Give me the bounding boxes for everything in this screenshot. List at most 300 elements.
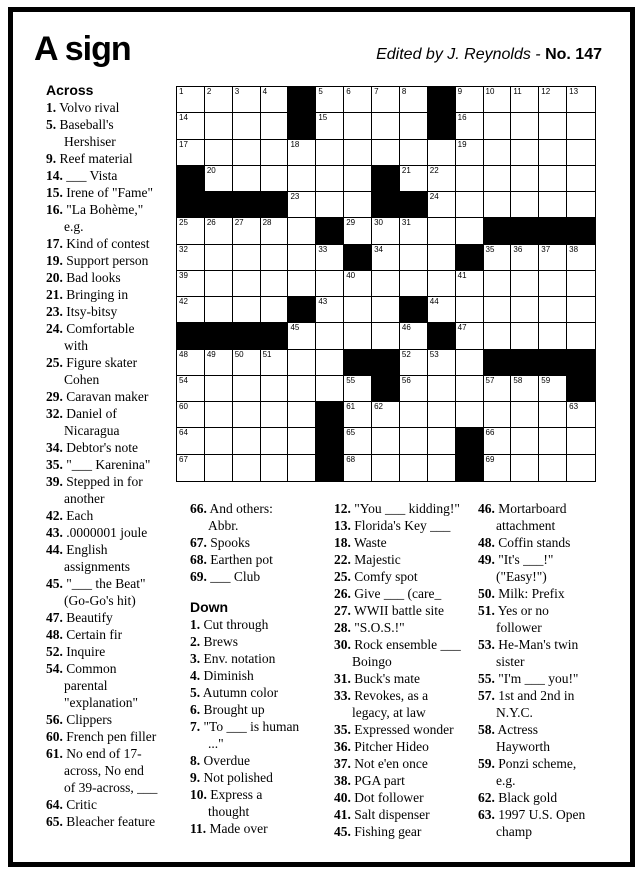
clue-line[interactable] — [46, 558, 178, 575]
grid-cell[interactable] — [567, 166, 595, 192]
grid-cell[interactable] — [288, 376, 316, 402]
clue-line[interactable] — [190, 568, 330, 585]
clue-line[interactable] — [190, 517, 330, 534]
grid-cell[interactable] — [177, 376, 205, 402]
clue-line[interactable] — [46, 524, 178, 541]
clue-line[interactable] — [46, 422, 178, 439]
grid-cell[interactable] — [400, 87, 428, 113]
grid-cell[interactable] — [344, 218, 372, 244]
clue-text: Fishing gear — [354, 824, 422, 839]
grid-cell[interactable] — [456, 323, 484, 349]
grid-cell[interactable] — [456, 350, 484, 376]
clue-line[interactable] — [46, 456, 178, 473]
grid-cell[interactable] — [233, 402, 261, 428]
grid-cell[interactable] — [372, 297, 400, 323]
grid-cell[interactable] — [344, 166, 372, 192]
clue-line[interactable] — [190, 701, 330, 718]
grid-cell[interactable] — [288, 455, 316, 481]
clue-line[interactable] — [334, 755, 480, 772]
clue-line[interactable] — [478, 687, 613, 704]
grid-cell[interactable] — [177, 113, 205, 139]
clue-line[interactable] — [334, 653, 480, 670]
grid-cell[interactable] — [539, 271, 567, 297]
grid-cell[interactable] — [456, 140, 484, 166]
grid-block — [511, 350, 539, 376]
grid-cell[interactable] — [177, 297, 205, 323]
grid-cell[interactable] — [456, 192, 484, 218]
grid-cell[interactable] — [344, 323, 372, 349]
clue-line[interactable] — [46, 660, 178, 677]
grid-cell[interactable] — [372, 402, 400, 428]
grid-cell[interactable] — [177, 245, 205, 271]
grid-cell[interactable] — [511, 271, 539, 297]
grid-cell[interactable] — [316, 140, 344, 166]
grid-cell[interactable] — [539, 376, 567, 402]
clue-line[interactable] — [478, 602, 613, 619]
clue-line[interactable] — [46, 796, 178, 813]
grid-cell[interactable] — [233, 455, 261, 481]
clue-line[interactable] — [478, 517, 613, 534]
grid-cell[interactable] — [400, 376, 428, 402]
grid-cell[interactable] — [456, 113, 484, 139]
grid-cell[interactable] — [288, 192, 316, 218]
grid-cell[interactable] — [511, 245, 539, 271]
clue-line[interactable] — [190, 803, 330, 820]
grid-cell[interactable] — [344, 140, 372, 166]
grid-cell[interactable] — [261, 402, 289, 428]
clue-line[interactable] — [46, 252, 178, 269]
grid-cell[interactable] — [539, 140, 567, 166]
clue-line[interactable] — [334, 568, 480, 585]
grid-cell[interactable] — [539, 245, 567, 271]
grid-cell[interactable] — [288, 166, 316, 192]
grid-cell[interactable] — [372, 218, 400, 244]
grid-cell[interactable] — [428, 192, 456, 218]
grid-cell[interactable] — [233, 271, 261, 297]
clue-line[interactable] — [46, 286, 178, 303]
clue-line[interactable] — [334, 619, 480, 636]
grid-cell[interactable] — [539, 402, 567, 428]
grid-cell[interactable] — [205, 297, 233, 323]
clue-line[interactable] — [478, 551, 613, 568]
grid-cell[interactable] — [567, 455, 595, 481]
clue-number: 45. — [334, 824, 351, 839]
clue-text: Made over — [209, 821, 268, 836]
clue-line[interactable] — [46, 337, 178, 354]
grid-cell[interactable] — [456, 297, 484, 323]
clue-line[interactable] — [478, 789, 613, 806]
grid-cell[interactable] — [316, 323, 344, 349]
grid-cell[interactable] — [428, 455, 456, 481]
grid-cell[interactable] — [177, 218, 205, 244]
grid-cell[interactable] — [400, 271, 428, 297]
grid-cell[interactable] — [177, 428, 205, 454]
grid-cell[interactable] — [233, 350, 261, 376]
clue-line[interactable] — [46, 490, 178, 507]
grid-cell[interactable] — [316, 297, 344, 323]
grid-cell[interactable] — [233, 245, 261, 271]
grid-cell[interactable] — [428, 271, 456, 297]
clue-line[interactable] — [46, 592, 178, 609]
grid-cell[interactable] — [372, 245, 400, 271]
clue-line[interactable] — [478, 755, 613, 772]
grid-cell[interactable] — [567, 402, 595, 428]
grid-cell[interactable] — [261, 140, 289, 166]
grid-cell[interactable] — [511, 140, 539, 166]
clue-line[interactable] — [190, 786, 330, 803]
clue-line[interactable] — [478, 585, 613, 602]
clue-line[interactable] — [46, 303, 178, 320]
clue-line[interactable] — [46, 235, 178, 252]
grid-cell[interactable] — [567, 297, 595, 323]
clue-line[interactable] — [334, 721, 480, 738]
grid-cell[interactable] — [511, 87, 539, 113]
clue-line[interactable] — [46, 779, 178, 796]
grid-cell[interactable] — [261, 428, 289, 454]
clue-line[interactable] — [46, 201, 178, 218]
grid-cell[interactable] — [205, 245, 233, 271]
grid-cell[interactable] — [511, 455, 539, 481]
clue-line[interactable] — [46, 133, 178, 150]
clue-line[interactable] — [190, 534, 330, 551]
grid-cell[interactable] — [288, 218, 316, 244]
clue-line[interactable] — [478, 636, 613, 653]
clue-line[interactable] — [478, 500, 613, 517]
grid-cell[interactable] — [428, 350, 456, 376]
clue-line[interactable] — [190, 752, 330, 769]
clue-text: follower — [496, 620, 542, 635]
grid-cell[interactable] — [511, 297, 539, 323]
grid-cell[interactable] — [177, 402, 205, 428]
grid-cell[interactable] — [344, 376, 372, 402]
clue-line[interactable] — [46, 405, 178, 422]
clue-line[interactable] — [190, 616, 330, 633]
grid-cell[interactable] — [400, 113, 428, 139]
grid-cell[interactable] — [205, 218, 233, 244]
grid-cell[interactable] — [400, 166, 428, 192]
grid-cell[interactable] — [261, 87, 289, 113]
clue-line[interactable] — [334, 517, 480, 534]
clue-line[interactable] — [334, 704, 480, 721]
grid-cell[interactable] — [511, 192, 539, 218]
grid-cell[interactable] — [484, 192, 512, 218]
grid-cell[interactable] — [261, 297, 289, 323]
clue-line[interactable] — [334, 823, 480, 840]
clue-line[interactable] — [46, 711, 178, 728]
grid-cell[interactable] — [567, 245, 595, 271]
clue-line[interactable] — [46, 99, 178, 116]
crossword-grid[interactable] — [176, 86, 596, 482]
clue-line[interactable] — [334, 738, 480, 755]
grid-cell[interactable] — [456, 218, 484, 244]
clue-column-3 — [334, 500, 480, 840]
grid-cell[interactable] — [344, 297, 372, 323]
grid-cell[interactable] — [344, 402, 372, 428]
grid-cell[interactable] — [288, 402, 316, 428]
grid-cell[interactable] — [428, 376, 456, 402]
clue-line[interactable] — [46, 813, 178, 830]
grid-cell[interactable] — [484, 271, 512, 297]
clue-line[interactable] — [334, 670, 480, 687]
grid-cell[interactable] — [428, 218, 456, 244]
grid-cell[interactable] — [316, 192, 344, 218]
grid-cell[interactable] — [400, 402, 428, 428]
grid-cell[interactable] — [288, 271, 316, 297]
grid-cell[interactable] — [316, 166, 344, 192]
clue-line[interactable] — [334, 687, 480, 704]
grid-cell[interactable] — [288, 428, 316, 454]
clue-line[interactable] — [190, 500, 330, 517]
grid-cell[interactable] — [372, 455, 400, 481]
grid-cell[interactable] — [484, 297, 512, 323]
clue-line[interactable] — [334, 602, 480, 619]
grid-cell[interactable] — [344, 87, 372, 113]
clue-line[interactable] — [334, 636, 480, 653]
clue-line[interactable] — [46, 320, 178, 337]
grid-cell[interactable] — [177, 271, 205, 297]
grid-cell[interactable] — [316, 376, 344, 402]
grid-cell[interactable] — [372, 140, 400, 166]
grid-cell[interactable] — [539, 192, 567, 218]
clue-line[interactable] — [478, 619, 613, 636]
grid-cell[interactable] — [567, 113, 595, 139]
grid-cell[interactable] — [456, 87, 484, 113]
grid-cell[interactable] — [428, 402, 456, 428]
grid-cell[interactable] — [372, 113, 400, 139]
clue-line[interactable] — [190, 820, 330, 837]
grid-cell[interactable] — [484, 402, 512, 428]
clue-text: "S.O.S.!" — [354, 620, 405, 635]
grid-cell[interactable] — [205, 271, 233, 297]
grid-cell[interactable] — [288, 140, 316, 166]
grid-cell[interactable] — [261, 455, 289, 481]
grid-cell[interactable] — [400, 323, 428, 349]
grid-cell[interactable] — [205, 113, 233, 139]
grid-cell[interactable] — [484, 245, 512, 271]
grid-cell[interactable] — [456, 271, 484, 297]
grid-cell[interactable] — [428, 428, 456, 454]
clue-line[interactable] — [190, 684, 330, 701]
clue-line[interactable] — [334, 551, 480, 568]
grid-cell[interactable] — [567, 323, 595, 349]
grid-cell[interactable] — [233, 297, 261, 323]
grid-cell[interactable] — [428, 140, 456, 166]
clue-line[interactable] — [46, 184, 178, 201]
grid-cell[interactable] — [539, 297, 567, 323]
grid-cell[interactable] — [205, 376, 233, 402]
clue-line[interactable] — [334, 772, 480, 789]
grid-cell[interactable] — [233, 113, 261, 139]
grid-cell[interactable] — [205, 455, 233, 481]
grid-cell[interactable] — [539, 87, 567, 113]
grid-cell[interactable] — [205, 350, 233, 376]
grid-cell[interactable] — [205, 166, 233, 192]
clue-line[interactable] — [478, 534, 613, 551]
clue-line[interactable] — [478, 568, 613, 585]
grid-cell[interactable] — [567, 87, 595, 113]
grid-cell[interactable] — [261, 166, 289, 192]
grid-cell[interactable] — [205, 140, 233, 166]
clue-number: 36. — [334, 739, 351, 754]
grid-cell[interactable] — [511, 428, 539, 454]
grid-cell[interactable] — [372, 323, 400, 349]
grid-cell[interactable] — [456, 402, 484, 428]
grid-cell[interactable] — [233, 166, 261, 192]
clue-line[interactable] — [478, 823, 613, 840]
grid-cell[interactable] — [428, 245, 456, 271]
grid-cell[interactable] — [233, 140, 261, 166]
grid-cell[interactable] — [539, 455, 567, 481]
grid-cell[interactable] — [261, 376, 289, 402]
grid-cell[interactable] — [567, 192, 595, 218]
grid-cell[interactable] — [484, 455, 512, 481]
clue-line[interactable] — [46, 354, 178, 371]
grid-cell[interactable] — [261, 245, 289, 271]
clue-line[interactable] — [46, 745, 178, 762]
grid-cell[interactable] — [177, 350, 205, 376]
clue-line[interactable] — [478, 721, 613, 738]
clue-line[interactable] — [190, 735, 330, 752]
grid-cell[interactable] — [400, 428, 428, 454]
grid-cell[interactable] — [233, 87, 261, 113]
grid-cell[interactable] — [316, 350, 344, 376]
clue-line[interactable] — [46, 609, 178, 626]
grid-cell[interactable] — [177, 140, 205, 166]
clue-number: 40. — [334, 790, 351, 805]
grid-cell[interactable] — [205, 402, 233, 428]
clue-line[interactable] — [46, 388, 178, 405]
grid-cell[interactable] — [428, 297, 456, 323]
clue-line[interactable] — [46, 643, 178, 660]
grid-block — [484, 350, 512, 376]
grid-cell[interactable] — [372, 271, 400, 297]
grid-cell[interactable] — [344, 113, 372, 139]
grid-cell[interactable] — [484, 323, 512, 349]
grid-cell[interactable] — [567, 140, 595, 166]
grid-cell[interactable] — [205, 87, 233, 113]
grid-cell[interactable] — [400, 218, 428, 244]
clue-line[interactable] — [46, 762, 178, 779]
grid-cell[interactable] — [261, 271, 289, 297]
grid-cell[interactable] — [400, 455, 428, 481]
clue-line[interactable] — [46, 728, 178, 745]
clue-line[interactable] — [334, 585, 480, 602]
grid-cell[interactable] — [428, 166, 456, 192]
clue-line[interactable] — [46, 541, 178, 558]
clue-line[interactable] — [46, 116, 178, 133]
clue-line[interactable] — [334, 789, 480, 806]
grid-cell[interactable] — [177, 87, 205, 113]
clue-line[interactable] — [46, 677, 178, 694]
grid-cell[interactable] — [261, 218, 289, 244]
clue-line[interactable] — [46, 473, 178, 490]
grid-cell[interactable] — [456, 166, 484, 192]
clue-line[interactable] — [478, 670, 613, 687]
grid-cell[interactable] — [484, 113, 512, 139]
grid-cell[interactable] — [344, 455, 372, 481]
grid-cell[interactable] — [344, 271, 372, 297]
clue-line[interactable] — [190, 769, 330, 786]
grid-cell[interactable] — [456, 376, 484, 402]
grid-cell[interactable] — [316, 113, 344, 139]
clue-line[interactable] — [190, 633, 330, 650]
grid-cell[interactable] — [344, 192, 372, 218]
grid-cell[interactable] — [400, 350, 428, 376]
grid-cell[interactable] — [484, 428, 512, 454]
grid-cell[interactable] — [233, 428, 261, 454]
clue-line[interactable] — [334, 500, 480, 517]
clue-line[interactable] — [478, 704, 613, 721]
clue-line[interactable] — [46, 575, 178, 592]
clue-line[interactable] — [190, 650, 330, 667]
grid-cell[interactable] — [372, 428, 400, 454]
grid-cell[interactable] — [539, 166, 567, 192]
grid-cell[interactable] — [484, 376, 512, 402]
grid-cell[interactable] — [539, 323, 567, 349]
grid-cell[interactable] — [484, 87, 512, 113]
grid-cell[interactable] — [539, 113, 567, 139]
clue-line[interactable] — [334, 534, 480, 551]
grid-cell[interactable] — [316, 87, 344, 113]
clue-line[interactable] — [478, 653, 613, 670]
grid-block — [316, 455, 344, 481]
grid-cell[interactable] — [233, 218, 261, 244]
clue-line[interactable] — [190, 718, 330, 735]
grid-cell[interactable] — [316, 245, 344, 271]
grid-cell[interactable] — [177, 455, 205, 481]
clue-line[interactable] — [478, 772, 613, 789]
grid-cell[interactable] — [484, 140, 512, 166]
grid-cell[interactable] — [567, 271, 595, 297]
grid-cell[interactable] — [344, 428, 372, 454]
clue-line[interactable] — [46, 507, 178, 524]
clue-line[interactable] — [46, 269, 178, 286]
clue-line[interactable] — [46, 439, 178, 456]
grid-cell[interactable] — [288, 323, 316, 349]
clue-line[interactable] — [334, 806, 480, 823]
grid-cell[interactable] — [233, 376, 261, 402]
grid-cell[interactable] — [539, 428, 567, 454]
clue-line[interactable] — [190, 667, 330, 684]
clue-line[interactable] — [478, 738, 613, 755]
grid-cell[interactable] — [288, 245, 316, 271]
clue-line[interactable] — [190, 551, 330, 568]
grid-cell[interactable] — [400, 140, 428, 166]
clue-line[interactable] — [46, 218, 178, 235]
clue-line[interactable] — [46, 371, 178, 388]
clue-text: Daniel of — [66, 406, 117, 421]
clue-line[interactable] — [478, 806, 613, 823]
clue-line[interactable] — [46, 626, 178, 643]
grid-cell[interactable] — [205, 428, 233, 454]
clue-line[interactable] — [46, 167, 178, 184]
clue-line[interactable] — [46, 694, 178, 711]
grid-cell[interactable] — [511, 402, 539, 428]
grid-cell[interactable] — [511, 376, 539, 402]
grid-cell[interactable] — [511, 113, 539, 139]
grid-cell[interactable] — [261, 350, 289, 376]
grid-cell[interactable] — [511, 323, 539, 349]
grid-cell[interactable] — [288, 350, 316, 376]
clue-line[interactable] — [46, 150, 178, 167]
grid-cell[interactable] — [484, 166, 512, 192]
grid-cell[interactable] — [261, 113, 289, 139]
grid-cell[interactable] — [400, 245, 428, 271]
grid-cell[interactable] — [567, 428, 595, 454]
grid-cell[interactable] — [316, 271, 344, 297]
grid-cell[interactable] — [372, 87, 400, 113]
grid-cell[interactable] — [511, 166, 539, 192]
